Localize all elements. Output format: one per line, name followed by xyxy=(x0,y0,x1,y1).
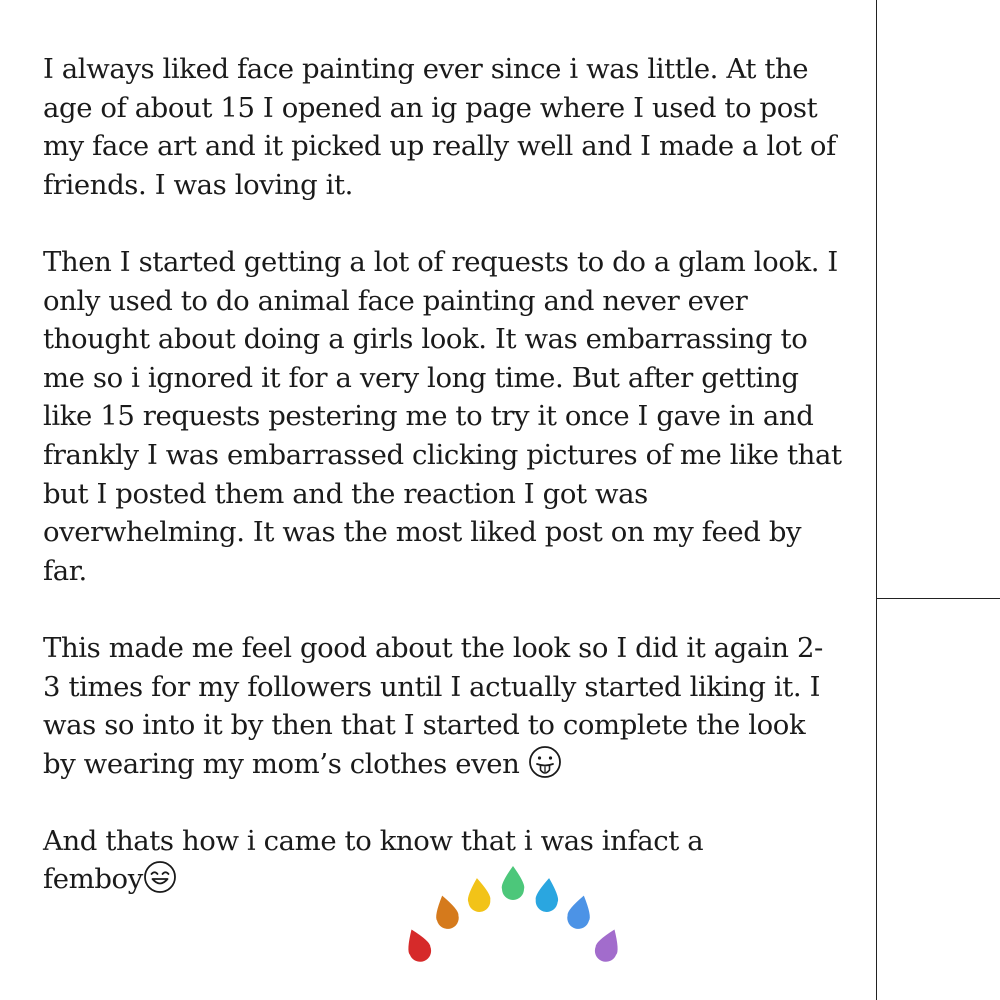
text-line: Then I started getting a lot of requests to do a glam look. I xyxy=(43,245,838,278)
text-line: frankly I was embarrassed clicking pictures of me like that xyxy=(43,438,842,471)
paragraph-3 xyxy=(43,629,843,783)
color-drop xyxy=(534,877,560,913)
text-line: my face art and it picked up really well and I made a lot of xyxy=(43,130,836,163)
text-line: overwhelming. It was the most liked post on my feed by xyxy=(43,516,802,549)
text-line: far. xyxy=(43,554,87,587)
story-text xyxy=(43,50,843,938)
text-line: like 15 requests pestering me to try it once I gave in and xyxy=(43,400,814,433)
face-with-tongue-icon xyxy=(528,745,562,779)
color-drop xyxy=(401,925,435,965)
color-drop xyxy=(591,925,625,965)
text-line: by wearing my mom’s clothes even xyxy=(43,747,520,780)
rainbow-drops-decoration xyxy=(395,860,635,970)
paragraph-2 xyxy=(43,243,843,590)
smiling-face-icon xyxy=(143,860,177,894)
text-line: femboy xyxy=(43,863,143,896)
color-drop xyxy=(466,877,492,913)
text-line: only used to do animal face painting and never ever xyxy=(43,284,748,317)
text-line: age of about 15 I opened an ig page where I used to post xyxy=(43,91,818,124)
text-line: friends. I was loving it. xyxy=(43,168,354,201)
text-line: 3 times for my followers until I actually started liking it. I xyxy=(43,670,821,703)
color-drop xyxy=(502,866,525,900)
horizontal-divider xyxy=(876,598,1000,599)
vertical-divider xyxy=(876,0,877,1000)
text-line: This made me feel good about the look so I did it again 2- xyxy=(43,631,823,664)
paragraph-1 xyxy=(43,50,843,204)
text-line: but I posted them and the reaction I got was xyxy=(43,477,648,510)
color-drop xyxy=(565,893,595,931)
text-line-with-emoji xyxy=(43,745,843,784)
text-line: And thats how i came to know that i was infact a xyxy=(43,824,704,857)
text-line: thought about doing a girls look. It was embarrassing to xyxy=(43,323,808,356)
text-line: was so into it by then that I started to complete the look xyxy=(43,709,806,742)
text-line: I always liked face painting ever since i was little. At the xyxy=(43,53,809,85)
text-line: me so i ignored it for a very long time. But after getting xyxy=(43,361,799,394)
color-drop xyxy=(431,893,461,931)
